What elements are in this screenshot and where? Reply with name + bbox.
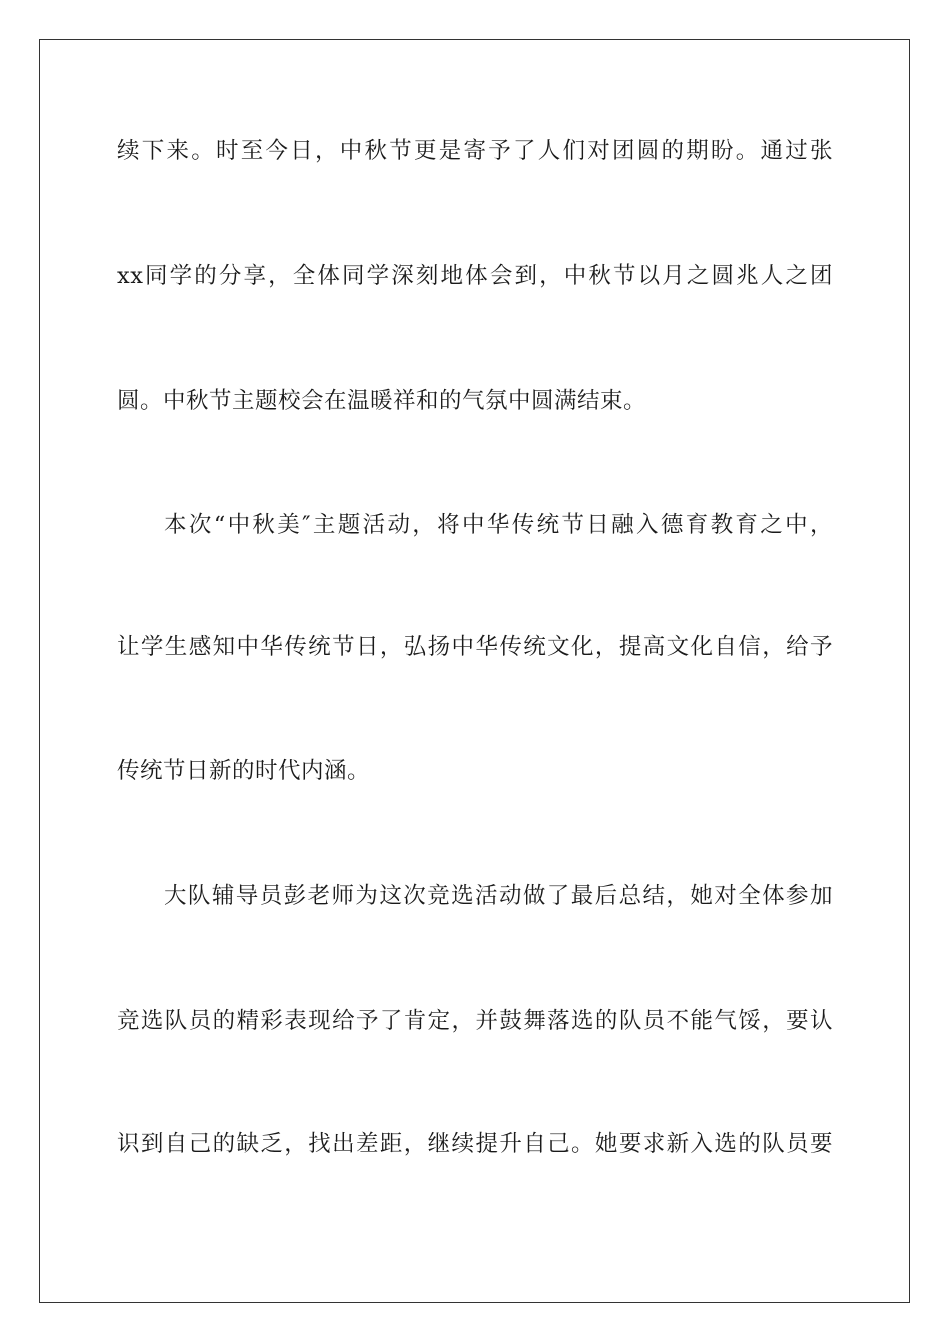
paragraph-1-line-1: 续下来。时至今日，中秋节更是寄予了人们对团圆的期盼。通过张	[117, 138, 833, 164]
paragraph-1-line-3: 圆。中秋节主题校会在温暖祥和的气氛中圆满结束。	[117, 388, 647, 414]
paragraph-2-line-3: 传统节日新的时代内涵。	[117, 758, 371, 784]
paragraph-3-line-1: 大队辅导员彭老师为这次竞选活动做了最后总结，她对全体参加	[164, 883, 833, 909]
paragraph-2-line-1: 本次“中秋美″主题活动，将中华传统节日融入德育教育之中，	[164, 512, 833, 538]
paragraph-3-line-2: 竞选队员的精彩表现给予了肯定，并鼓舞落选的队员不能气馁，要认	[117, 1008, 833, 1034]
page-border	[39, 39, 910, 1303]
paragraph-3-line-3: 识到自己的缺乏，找出差距，继续提升自己。她要求新入选的队员要	[117, 1131, 833, 1157]
paragraph-1-line-2: xx同学的分享，全体同学深刻地体会到，中秋节以月之圆兆人之团	[117, 263, 833, 289]
paragraph-2-line-2: 让学生感知中华传统节日，弘扬中华传统文化，提高文化自信，给予	[117, 634, 833, 660]
